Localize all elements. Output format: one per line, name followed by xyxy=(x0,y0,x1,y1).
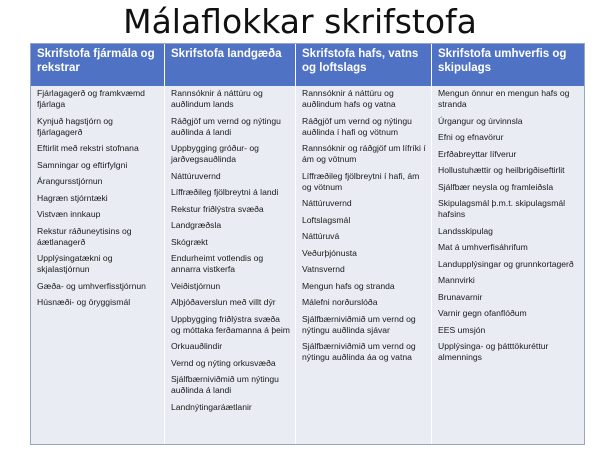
list-item: Brunavarnir xyxy=(438,291,483,302)
list-item: Sjálfbærniviðmið um vernd og nýtingu auðlinda áa og vatna xyxy=(302,341,416,362)
list-item: Rekstur friðlýstra svæða xyxy=(171,203,264,214)
list-item: EES umsjón xyxy=(438,324,486,335)
list-item: Uppbygging gróður- og jarðvegsauðlinda xyxy=(171,143,259,164)
list-item: Ráðgjöf um vernd og nýtingu auðlinda á landi xyxy=(171,115,281,137)
list-item: Náttúruvá xyxy=(302,231,340,241)
list-item: Náttúruvernd xyxy=(302,198,352,208)
list-item: Mat á umhverfisáhrifum xyxy=(438,242,528,252)
list-item: Rekstur ráðuneytisins og áætlanagerð xyxy=(37,225,132,247)
list-item: Húsnæði- og öryggismál xyxy=(37,297,131,307)
list-item: Kynjuð hagstjórn og fjárlagagerð xyxy=(37,115,113,137)
list-item: Efni og efnavörur xyxy=(438,132,504,142)
list-item: Mengun hafs og stranda xyxy=(302,280,395,291)
list-item: Landsskipulag xyxy=(438,225,493,236)
list-item: Samningar og eftirfylgni xyxy=(37,159,128,170)
list-item: Ráðgjöf um vernd og nýtingu auðlinda í hafi og vötnum xyxy=(302,115,412,137)
column-header-finance: Skrifstofa fjármála og rekstrar xyxy=(31,44,165,86)
list-item: Rannsóknir á náttúru og auðlindum lands xyxy=(171,88,263,109)
column-header-land: Skrifstofa landgæða xyxy=(165,44,296,86)
list-item: Sjálfbærniviðmið um vernd og nýtingu auðlinda sjávar xyxy=(302,313,416,335)
list-item: Skipulagsmál þ.m.t. skipulagsmál hafsins xyxy=(438,198,566,219)
list-item: Mengun önnur en mengun hafs og stranda xyxy=(438,88,570,109)
list-item: Veðurþjónusta xyxy=(302,247,357,258)
list-item: Líffræðileg fjölbreytni á landi xyxy=(171,187,279,197)
list-item: Vistvæn innkaup xyxy=(37,209,101,219)
column-header-ocean-water-climate: Skrifstofa hafs, vatns og loftslags xyxy=(296,44,432,86)
list-item: Eftirlit með rekstri stofnana xyxy=(37,143,139,153)
list-item: Erfðabreyttar lífverur xyxy=(438,148,517,159)
list-item: Upplýsinga- og þátttökuréttur almennings xyxy=(438,341,549,362)
list-item: Varnir gegn ofanflóðum xyxy=(438,308,527,318)
list-item: Sjálfbærniviðmið um nýtingu auðlinda á landi xyxy=(171,374,279,395)
table-body-row xyxy=(31,86,584,444)
list-item: Skógrækt xyxy=(171,236,208,247)
column-land xyxy=(165,86,296,444)
categories-table xyxy=(30,43,585,445)
list-item: Landgræðsla xyxy=(171,220,222,230)
list-item: Fjárlagagerð og framkvæmd fjárlaga xyxy=(37,88,145,109)
list-item: Vatnsvernd xyxy=(302,264,345,274)
list-item: Alþjóðaverslun með villt dýr xyxy=(171,297,276,307)
list-item: Uppbygging friðlýstra svæða og móttaka ferðamanna á þeim xyxy=(171,313,290,335)
list-item: Endurheimt votlendis og annarra vistkerfa xyxy=(171,253,264,274)
list-item: Hollustuhættir og heilbrigðiseftirlit xyxy=(438,165,565,175)
list-item: Árangursstjórnun xyxy=(37,176,103,186)
list-item: Líffræðileg fjölbreytni í hafi, ám og vötnum xyxy=(302,170,420,192)
list-item: Mannvirki xyxy=(438,275,475,285)
column-environment-planning xyxy=(432,86,584,444)
list-item: Loftslagsmál xyxy=(302,214,351,225)
list-item: Náttúruvernd xyxy=(171,170,221,181)
list-item: Landnýtingaráætlanir xyxy=(171,401,252,412)
list-item: Úrgangur og úrvinnsla xyxy=(438,115,523,126)
list-item: Málefni norðurslóða xyxy=(302,297,378,307)
list-item: Rannsóknir á náttúru og auðlindum hafs og vatna xyxy=(302,88,396,109)
list-item: Hagræn stjórntæki xyxy=(37,192,108,203)
list-item: Gæða- og umhverfisstjórnun xyxy=(37,280,146,291)
column-ocean-water-climate xyxy=(296,86,432,444)
list-item: Rannsóknir og ráðgjöf um lífríki í ám og vötnum xyxy=(302,143,426,164)
list-item: Vernd og nýting orkusvæða xyxy=(171,357,276,368)
list-item: Sjálfbær neysla og framleiðsla xyxy=(438,181,554,192)
column-header-environment-planning: Skrifstofa umhverfis og skipulags xyxy=(438,48,567,74)
list-item: Upplýsingatækni og skjalastjórnun xyxy=(37,253,113,274)
list-item: Veiðistjórnun xyxy=(171,280,221,291)
column-finance xyxy=(31,86,165,444)
page-title: Málaflokkar skrifstofa xyxy=(123,2,477,41)
list-item: Orkuauðlindir xyxy=(171,341,223,351)
table-header-row xyxy=(31,44,584,86)
list-item: Landupplýsingar og grunnkortagerð xyxy=(438,258,574,269)
